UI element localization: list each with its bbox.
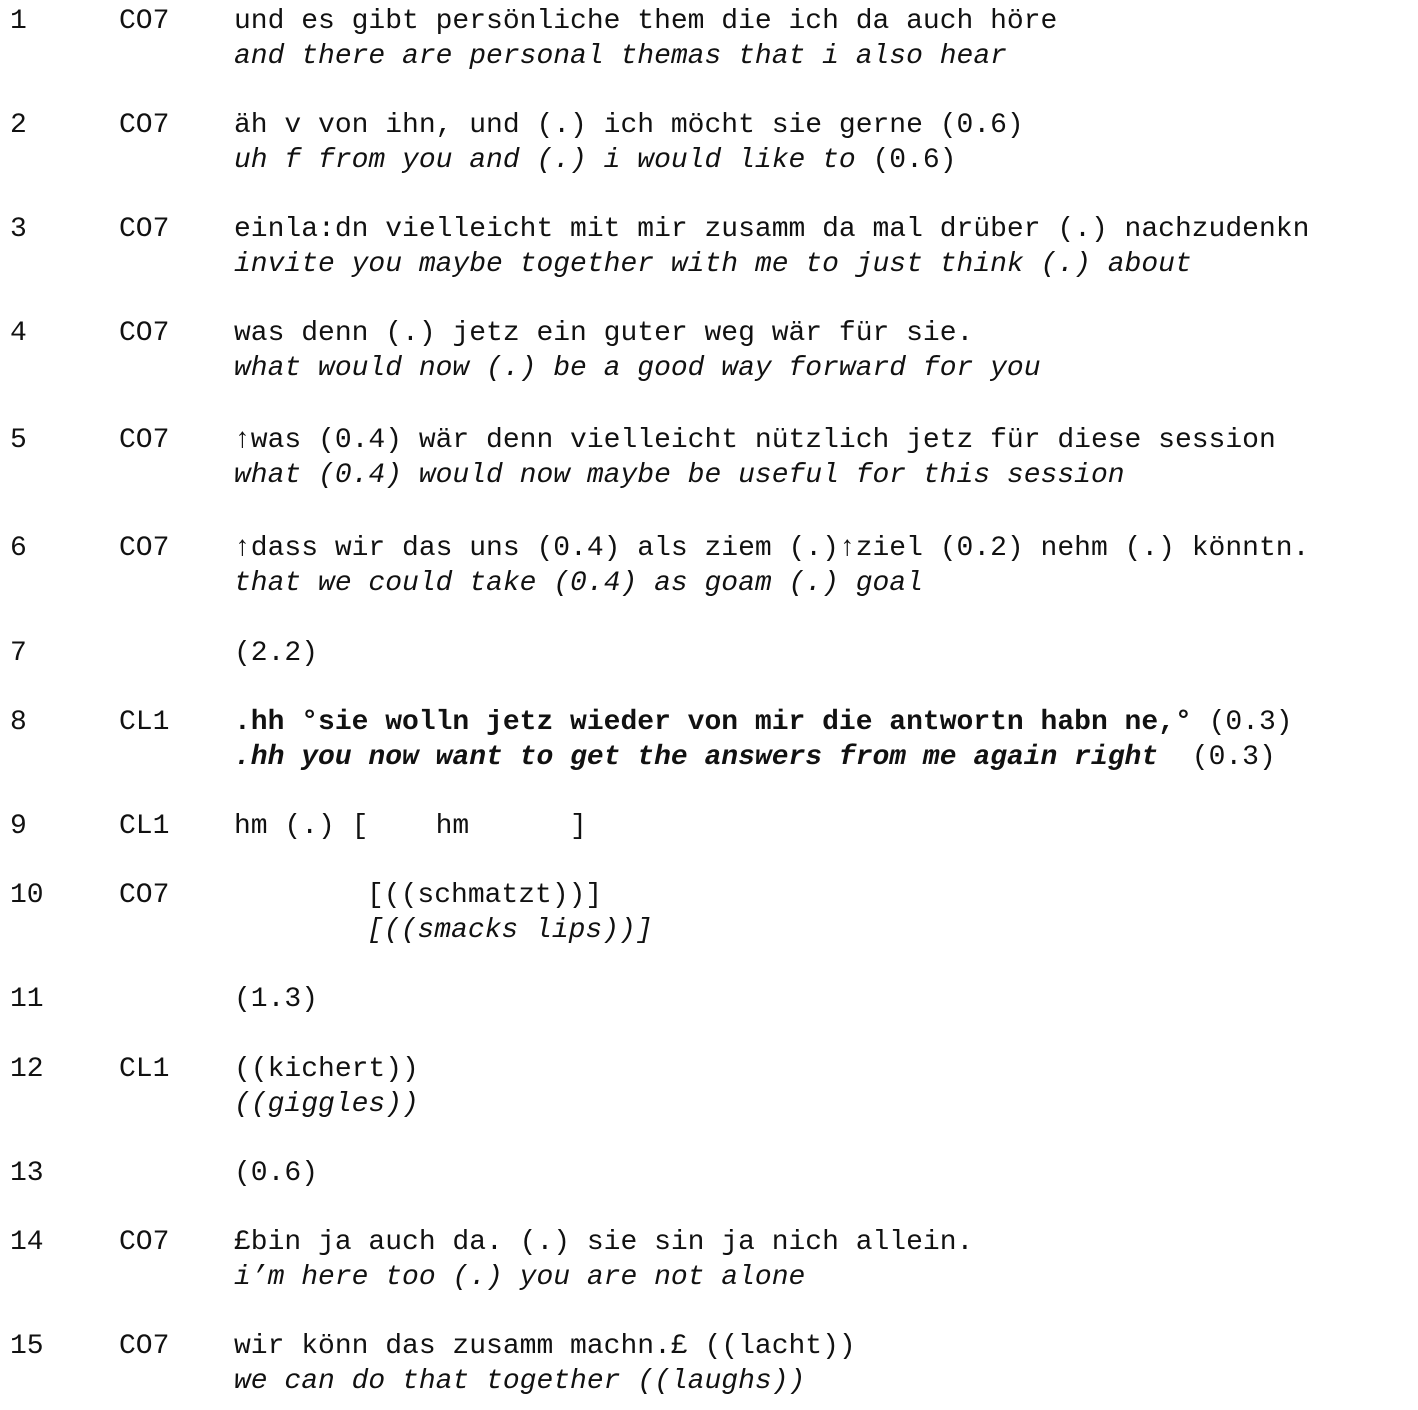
transcript-line xyxy=(0,213,1418,293)
line-number: 1 xyxy=(10,6,27,37)
original-utterance: ↑dass wir das uns (0.4) als ziem (.)↑ziel (0.2) nehm (.) könntn. xyxy=(234,533,1310,564)
translation: that we could take (0.4) as goam (.) goal xyxy=(234,568,923,599)
transcript-line xyxy=(0,983,1418,1063)
transcript-line xyxy=(0,109,1418,189)
line-number: 15 xyxy=(10,1331,44,1362)
line-number: 12 xyxy=(10,1054,44,1085)
speaker-code: CL1 xyxy=(119,811,170,842)
original-utterance: .hh °sie wolln jetz wieder von mir die antwortn habn ne,° xyxy=(234,707,1192,738)
transcript-line xyxy=(0,1157,1418,1237)
translation-pause: (0.3) xyxy=(1158,742,1276,773)
line-number: 13 xyxy=(10,1158,44,1189)
line-number: 5 xyxy=(10,425,27,456)
original-utterance: äh v von ihn, und (.) ich möcht sie gerne (0.6) xyxy=(234,110,1024,141)
translation-line xyxy=(234,144,957,178)
speaker-code: CO7 xyxy=(119,318,170,349)
original-utterance: ↑was (0.4) wär denn vielleicht nützlich jetz für diese session xyxy=(234,425,1276,456)
line-number: 14 xyxy=(10,1227,44,1258)
transcript-line xyxy=(0,5,1418,85)
speaker-code: CO7 xyxy=(119,425,170,456)
line-number: 10 xyxy=(10,880,44,911)
original-utterance: £bin ja auch da. (.) sie sin ja nich allein. xyxy=(234,1227,974,1258)
line-number: 2 xyxy=(10,110,27,141)
original-utterance: einla:dn vielleicht mit mir zusamm da mal drüber (.) nachzudenkn xyxy=(234,214,1310,245)
line-number: 6 xyxy=(10,533,27,564)
translation-pause: (0.6) xyxy=(855,145,957,176)
translation: uh f from you and (.) i would like to xyxy=(234,145,856,176)
original-utterance: was denn (.) jetz ein guter weg wär für sie. xyxy=(234,318,974,349)
transcript-line xyxy=(0,1226,1418,1306)
translation: and there are personal themas that i also hear xyxy=(234,41,1007,72)
line-number: 9 xyxy=(10,811,27,842)
original-utterance-line xyxy=(234,706,1293,740)
pause-duration: (0.6) xyxy=(234,1158,319,1189)
transcript-line xyxy=(0,1053,1418,1133)
transcript-line xyxy=(0,532,1418,612)
transcript-line xyxy=(0,317,1418,397)
speaker-code: CL1 xyxy=(119,707,170,738)
speaker-code: CO7 xyxy=(119,533,170,564)
original-utterance: und es gibt persönliche them die ich da auch höre xyxy=(234,6,1058,37)
line-number: 11 xyxy=(10,984,44,1015)
translation: i’m here too (.) you are not alone xyxy=(234,1262,806,1293)
translation: [((smacks lips))] xyxy=(367,915,653,946)
original-utterance: ((kichert)) xyxy=(234,1054,419,1085)
speaker-code: CO7 xyxy=(119,1331,170,1362)
translation: .hh you now want to get the answers from me again right xyxy=(234,742,1159,773)
pause-duration: (2.2) xyxy=(234,638,319,669)
transcript-line xyxy=(0,1330,1418,1410)
transcript-line xyxy=(0,637,1418,717)
pause-duration: (1.3) xyxy=(234,984,319,1015)
transcript-line xyxy=(0,810,1418,890)
translation: invite you maybe together with me to just think (.) about xyxy=(234,249,1192,280)
line-number: 4 xyxy=(10,318,27,349)
transcript-line xyxy=(0,424,1418,504)
speaker-code: CO7 xyxy=(119,880,170,911)
line-number: 8 xyxy=(10,707,27,738)
speaker-code: CO7 xyxy=(119,1227,170,1258)
speaker-code: CO7 xyxy=(119,110,170,141)
line-number: 7 xyxy=(10,638,27,669)
line-number: 3 xyxy=(10,214,27,245)
translation: what would now (.) be a good way forward for you xyxy=(234,353,1041,384)
translation: we can do that together ((laughs)) xyxy=(234,1366,806,1397)
translation-line xyxy=(234,741,1276,775)
speaker-code: CO7 xyxy=(119,214,170,245)
translation: what (0.4) would now maybe be useful for this session xyxy=(234,460,1125,491)
original-utterance: hm (.) [ hm ] xyxy=(234,811,587,842)
speaker-code: CO7 xyxy=(119,6,170,37)
transcript-line xyxy=(0,706,1418,786)
speaker-code: CL1 xyxy=(119,1054,170,1085)
original-utterance: wir könn das zusamm machn.£ ((lacht)) xyxy=(234,1331,856,1362)
utterance-pause: (0.3) xyxy=(1191,707,1293,738)
transcript-line xyxy=(0,879,1418,959)
translation: ((giggles)) xyxy=(234,1089,419,1120)
original-utterance: [((schmatzt))] xyxy=(367,880,603,911)
